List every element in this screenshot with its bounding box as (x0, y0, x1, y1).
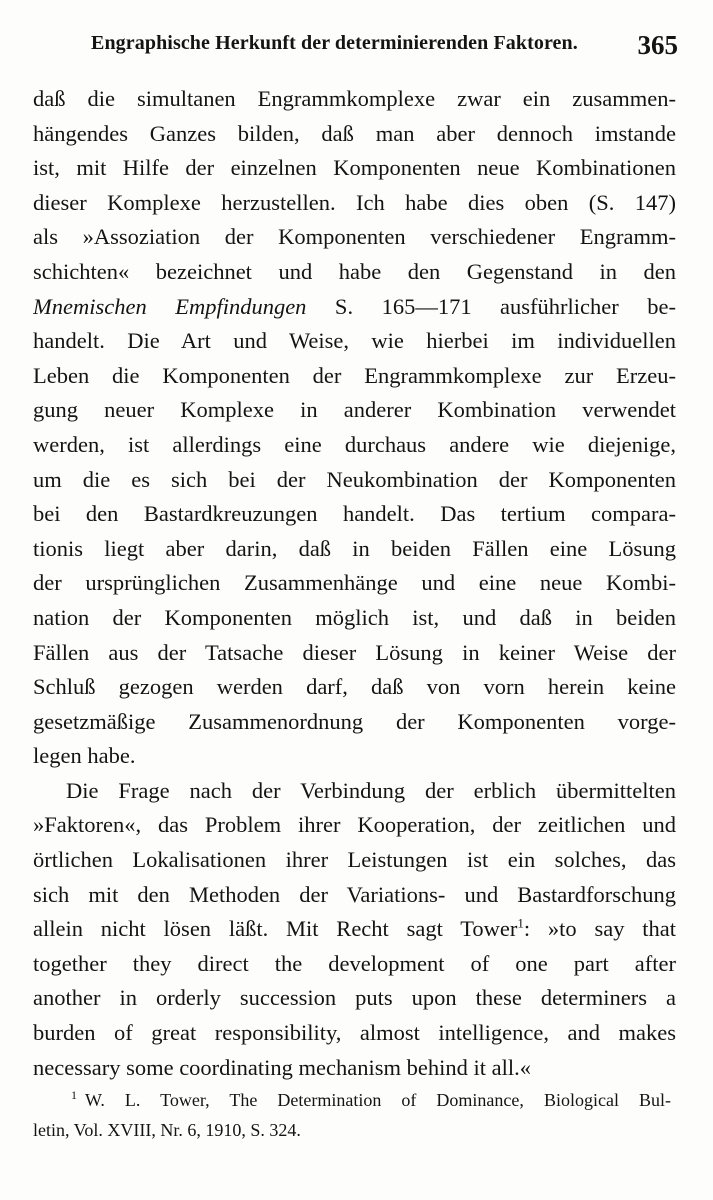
text-line: another in orderly succession puts upon these determiners a (33, 985, 676, 1011)
text-line: legen habe. (33, 743, 136, 769)
paragraph-first-line: Die Frage nach der Verbindung der erblich übermittelten (66, 777, 676, 803)
text-line: Leben die Komponenten der Engrammkomplexe zur Erzeu- (33, 362, 676, 388)
footnote (33, 1085, 671, 1145)
footnote-number: 1 (71, 1088, 77, 1102)
footnote-text: W. L. Tower, The Determination of Dominance, Biological Bul- (85, 1090, 671, 1110)
text-line: together they direct the development of one part after (33, 950, 676, 976)
text-line: um die es sich bei der Neukombination der Komponenten (33, 466, 676, 492)
text-line: örtlichen Lokalisationen ihrer Leistungen ist ein solches, das (33, 847, 676, 873)
footnote-line: letin, Vol. XVIII, Nr. 6, 1910, S. 324. (33, 1120, 301, 1140)
text-line: gung neuer Komplexe in anderer Kombination verwendet (33, 397, 676, 423)
text-line: Schluß gezogen werden darf, daß von vorn herein keine (33, 674, 676, 700)
footnote-line (33, 1085, 671, 1115)
text-line: daß die simultanen Engrammkomplexe zwar ein zusammen- (33, 86, 676, 111)
text-line: ist, mit Hilfe der einzelnen Komponenten neue Kombinationen (33, 155, 676, 181)
text-run: : »to say that (523, 916, 676, 942)
text-line: »Faktoren«, das Problem ihrer Kooperation, der zeitlichen und (33, 812, 676, 838)
running-title: Engraphische Herkunft der determinierenden Faktoren. (91, 32, 578, 54)
text-line: necessary some coordinating mechanism behind it all.« (33, 1054, 531, 1080)
text-line: gesetzmäßige Zusammenordnung der Komponenten vorge- (33, 708, 676, 734)
text-line: Fällen aus der Tatsache dieser Lösung in keiner Weise der (33, 639, 676, 665)
text-line: werden, ist allerdings eine durchaus andere wie diejenige, (33, 431, 676, 457)
text-run: S. 165—171 ausführlicher be- (306, 293, 676, 319)
text-line: schichten« bezeichnet und habe den Gegenstand in den (33, 258, 676, 284)
text-line: dieser Komplexe herzustellen. Ich habe dies oben (S. 147) (33, 189, 676, 215)
running-head (33, 32, 678, 68)
body-text (33, 82, 676, 1085)
text-line: der ursprünglichen Zusammenhänge und eine neue Kombi- (33, 570, 676, 596)
text-line: bei den Bastardkreuzungen handelt. Das tertium compara- (33, 501, 676, 527)
text-line: als »Assoziation der Komponenten verschiedener Engramm- (33, 224, 676, 250)
footnote-marker[interactable]: 1 (517, 915, 524, 931)
text-line (33, 290, 676, 325)
text-line (33, 912, 676, 947)
text-line: hängendes Ganzes bilden, daß man aber dennoch imstande (33, 120, 676, 146)
text-run: allein nicht lösen läßt. Mit Recht sagt Tower (33, 916, 518, 942)
text-line: nation der Komponenten möglich ist, und daß in beiden (33, 604, 676, 630)
italic-title: Mnemischen Empfindungen (33, 293, 307, 319)
text-line: sich mit den Methoden der Variations- und Bastardforschung (33, 881, 676, 907)
text-line: burden of great responsibility, almost intelligence, and makes (33, 1020, 676, 1046)
page-number: 365 (637, 30, 678, 60)
text-line: handelt. Die Art und Weise, wie hierbei im individuellen (33, 328, 676, 354)
text-line: tionis liegt aber darin, daß in beiden Fällen eine Lösung (33, 535, 676, 561)
